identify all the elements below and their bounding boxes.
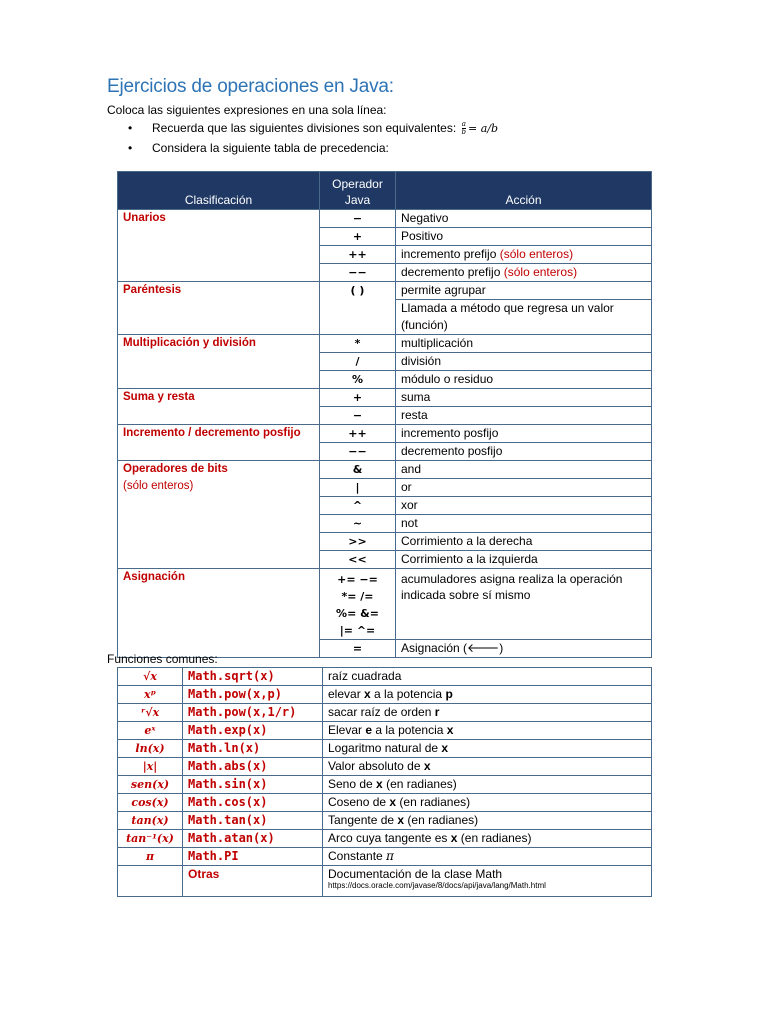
java-code: Math.PI xyxy=(183,848,323,866)
operator-line: += −= xyxy=(337,573,378,586)
java-code: Otras xyxy=(183,866,323,897)
operator-cell: ^ xyxy=(320,497,396,515)
group-label: Operadores de bits xyxy=(123,463,228,475)
action-cell: decremento posfijo xyxy=(396,443,652,461)
java-code: Math.cos(x) xyxy=(183,794,323,812)
table-row xyxy=(118,461,652,479)
desc-text: Constante xyxy=(328,849,387,863)
action-cell: or xyxy=(396,479,652,497)
table-header-row xyxy=(118,172,652,210)
desc-text: Elevar xyxy=(328,723,366,737)
desc-text: sacar raíz de orden xyxy=(328,705,435,719)
math-symbol: xᵖ xyxy=(118,686,183,704)
action-cell: Corrimiento a la derecha xyxy=(396,533,652,551)
header-operador: Operador Java xyxy=(320,172,396,210)
java-code: Math.tan(x) xyxy=(183,812,323,830)
operator-line: |= ^= xyxy=(339,624,376,637)
group-asignacion: Asignación xyxy=(118,569,320,658)
fraction xyxy=(462,121,466,136)
desc-bold: x xyxy=(423,759,431,773)
description xyxy=(323,812,652,830)
operator-cell: ++ xyxy=(320,246,396,264)
table-row xyxy=(118,812,652,830)
description xyxy=(323,776,652,794)
action-text: decremento prefijo xyxy=(401,265,501,279)
group-sumaresta: Suma y resta xyxy=(118,389,320,425)
fraction-numerator: a xyxy=(461,120,466,129)
action-cell: Negativo xyxy=(396,210,652,228)
table-row xyxy=(118,758,652,776)
description: raíz cuadrada xyxy=(323,668,652,686)
desc-text: a la potencia xyxy=(370,687,446,701)
description xyxy=(323,704,652,722)
desc-text: (en radianes) xyxy=(382,777,457,791)
desc-bold: x xyxy=(364,687,371,701)
action-cell: multiplicación xyxy=(396,335,652,353)
operator-cell: − xyxy=(320,210,396,228)
operator-cell: = xyxy=(320,640,396,658)
description xyxy=(323,794,652,812)
desc-symbol: π xyxy=(386,849,394,863)
table-row xyxy=(118,722,652,740)
desc-bold: e xyxy=(365,723,373,737)
operator-cell: & xyxy=(320,461,396,479)
operator-cell: * xyxy=(320,335,396,353)
desc-bold: x xyxy=(441,741,449,755)
desc-bold: x xyxy=(397,813,405,827)
math-symbol: √x xyxy=(118,668,183,686)
functions-title: Funciones comunes: xyxy=(107,652,218,666)
desc-text: Arco cuya tangente es xyxy=(328,831,451,845)
operator-cell xyxy=(320,569,396,640)
action-cell: Positivo xyxy=(396,228,652,246)
operator-cell: −− xyxy=(320,443,396,461)
table-row xyxy=(118,848,652,866)
header-accion: Acción xyxy=(396,172,652,210)
action-cell: acumuladores asigna realiza la operación indicada sobre sí mismo xyxy=(396,569,652,640)
action-cell: Llamada a método que regresa un valor (función) xyxy=(396,300,652,335)
table-row xyxy=(118,335,652,353)
operator-cell: − xyxy=(320,407,396,425)
equation: = a/b xyxy=(468,122,499,135)
action-cell: suma xyxy=(396,389,652,407)
java-code: Math.pow(x,1/r) xyxy=(183,704,323,722)
math-symbol xyxy=(118,866,183,897)
description xyxy=(323,722,652,740)
action-cell: permite agrupar xyxy=(396,282,652,300)
action-cell xyxy=(396,264,652,282)
group-incdec: Incremento / decremento posfijo xyxy=(118,425,320,461)
java-code: Math.abs(x) xyxy=(183,758,323,776)
action-cell: and xyxy=(396,461,652,479)
action-note: (sólo enteros) xyxy=(499,247,574,261)
java-code: Math.sqrt(x) xyxy=(183,668,323,686)
operator-cell: ++ xyxy=(320,425,396,443)
math-symbol: ʳ√x xyxy=(118,704,183,722)
action-cell: resta xyxy=(396,407,652,425)
operator-cell: ( ) xyxy=(320,282,396,335)
list-item xyxy=(128,120,498,140)
bullet-text: Considera la siguiente tabla de precedencia: xyxy=(152,141,389,155)
action-cell: división xyxy=(396,353,652,371)
fraction-denominator: b xyxy=(461,128,467,137)
action-cell: Asignación (🡐) xyxy=(396,640,652,658)
group-multdiv: Multiplicación y división xyxy=(118,335,320,389)
java-code: Math.atan(x) xyxy=(183,830,323,848)
operator-cell: | xyxy=(320,479,396,497)
table-row xyxy=(118,210,652,228)
bullet-text: Recuerda que las siguientes divisiones son equivalentes: xyxy=(152,121,457,135)
list-item xyxy=(128,140,498,160)
math-symbol: tan⁻¹(x) xyxy=(118,830,183,848)
table-row xyxy=(118,866,652,897)
precedence-table xyxy=(117,171,652,658)
java-code: Math.ln(x) xyxy=(183,740,323,758)
description xyxy=(323,740,652,758)
operator-cell: + xyxy=(320,228,396,246)
page-title: Ejercicios de operaciones en Java: xyxy=(107,76,394,97)
desc-text: Coseno de xyxy=(328,795,390,809)
desc-bold: r xyxy=(434,705,440,719)
doc-link[interactable]: https://docs.oracle.com/javase/8/docs/api/java/lang/Math.html xyxy=(328,881,546,890)
action-cell: not xyxy=(396,515,652,533)
desc-text: Documentación de la clase xyxy=(328,867,476,881)
math-symbol: π xyxy=(118,848,183,866)
java-code: Math.sin(x) xyxy=(183,776,323,794)
operator-cell: −− xyxy=(320,264,396,282)
action-text: incremento prefijo xyxy=(401,247,497,261)
table-row xyxy=(118,794,652,812)
desc-bold: x xyxy=(389,795,397,809)
table-row xyxy=(118,704,652,722)
action-cell: Corrimiento a la izquierda xyxy=(396,551,652,569)
desc-text: (en radianes) xyxy=(457,831,532,845)
desc-text: Valor absoluto de xyxy=(328,759,424,773)
table-row xyxy=(118,830,652,848)
description xyxy=(323,830,652,848)
operator-cell: << xyxy=(320,551,396,569)
operator-cell: / xyxy=(320,353,396,371)
math-symbol: sen(x) xyxy=(118,776,183,794)
desc-text: Seno de xyxy=(328,777,377,791)
group-bits xyxy=(118,461,320,569)
desc-bold: x xyxy=(376,777,383,791)
operator-cell: + xyxy=(320,389,396,407)
operator-line: %= &= xyxy=(336,607,379,620)
math-symbol: ln(x) xyxy=(118,740,183,758)
operator-cell: % xyxy=(320,371,396,389)
table-row xyxy=(118,668,652,686)
action-cell xyxy=(396,246,652,264)
group-parentesis: Paréntesis xyxy=(118,282,320,335)
desc-bold: x xyxy=(446,723,454,737)
math-symbol: |x| xyxy=(118,758,183,776)
operator-cell: >> xyxy=(320,533,396,551)
desc-text: (en radianes) xyxy=(396,795,471,809)
table-row xyxy=(118,282,652,300)
functions-table xyxy=(117,667,652,897)
desc-text: a la potencia xyxy=(372,723,447,737)
action-cell: módulo o residuo xyxy=(396,371,652,389)
math-symbol: cos(x) xyxy=(118,794,183,812)
desc-bold: x xyxy=(450,831,458,845)
table-row xyxy=(118,425,652,443)
table-row xyxy=(118,389,652,407)
table-row xyxy=(118,686,652,704)
desc-bold: p xyxy=(445,687,453,701)
table-row xyxy=(118,569,652,640)
intro-text: Coloca las siguientes expresiones en una sola línea: xyxy=(107,103,387,117)
table-row xyxy=(118,740,652,758)
desc-text: elevar xyxy=(328,687,365,701)
table-row xyxy=(118,776,652,794)
header-clasificacion: Clasificación xyxy=(118,172,320,210)
action-cell: xor xyxy=(396,497,652,515)
java-code: Math.pow(x,p) xyxy=(183,686,323,704)
description xyxy=(323,758,652,776)
desc-text: (en radianes) xyxy=(404,813,479,827)
description xyxy=(323,866,652,897)
operator-line: *= /= xyxy=(341,590,374,603)
action-cell: incremento posfijo xyxy=(396,425,652,443)
math-symbol: eˣ xyxy=(118,722,183,740)
bullet-list xyxy=(128,120,498,160)
desc-text: Logaritmo natural de xyxy=(328,741,442,755)
desc-text: Tangente de xyxy=(328,813,398,827)
operator-cell: ~ xyxy=(320,515,396,533)
description xyxy=(323,686,652,704)
group-unarios: Unarios xyxy=(118,210,320,282)
desc-class: Math xyxy=(475,867,503,881)
java-code: Math.exp(x) xyxy=(183,722,323,740)
action-note: (sólo enteros) xyxy=(503,265,578,279)
description xyxy=(323,848,652,866)
math-symbol: tan(x) xyxy=(118,812,183,830)
group-note: (sólo enteros) xyxy=(123,480,194,492)
